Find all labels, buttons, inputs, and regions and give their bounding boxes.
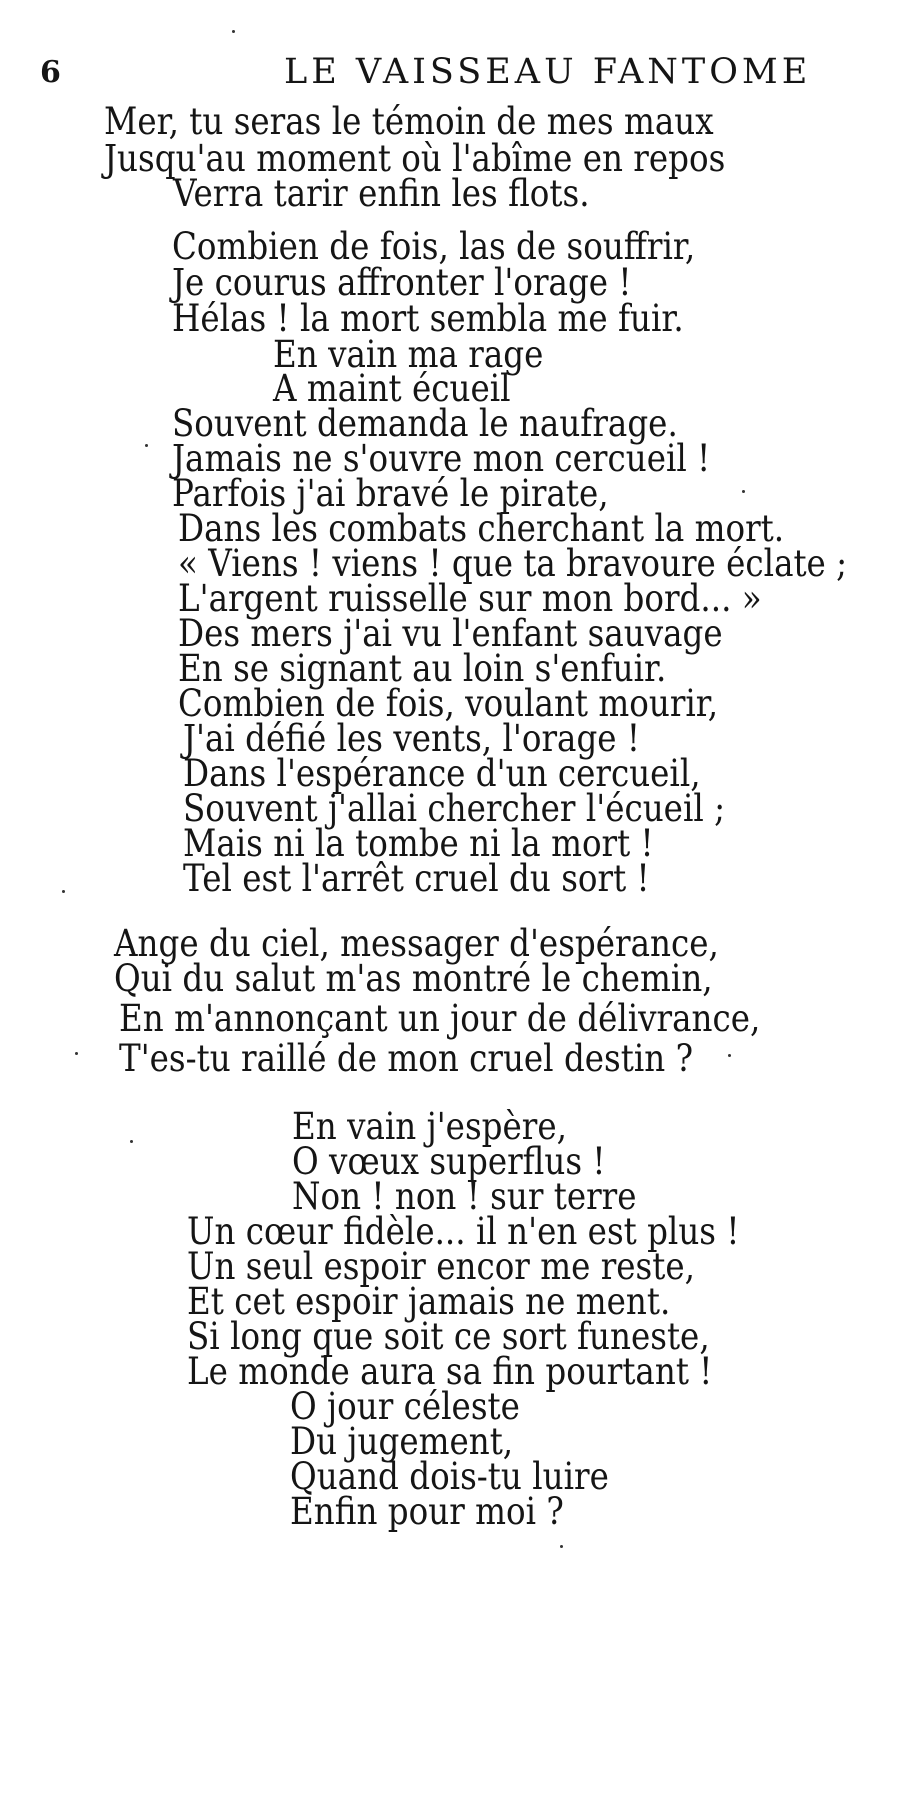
verse-line: Des mers j'ai vu l'enfant sauvage [178,612,723,655]
verse-line: Verra tarir enfin les flots. [173,172,590,215]
verse-line: T'es-tu raillé de mon cruel destin ? [119,1037,694,1080]
verse-line: Combien de fois, voulant mourir, [178,682,719,725]
scan-speck [232,30,235,33]
verse-line: En vain ma rage [273,333,544,376]
verse-line: Qui du salut m'as montré le chemin, [114,957,713,1000]
verse-line: Combien de fois, las de souffrir, [172,225,696,268]
verse-line: L'argent ruisselle sur mon bord... » [178,577,762,620]
verse-line: Souvent demanda le naufrage. [172,402,678,445]
verse-line: Jamais ne s'ouvre mon cercueil ! [172,437,711,480]
verse-line: En m'annonçant un jour de délivrance, [119,997,761,1040]
verse-line: Ange du ciel, messager d'espérance, [114,922,719,965]
verse-line: O jour céleste [290,1385,520,1428]
verse-line: Du jugement, [290,1420,514,1463]
verse-line: Et cet espoir jamais ne ment. [187,1280,671,1323]
scan-speck [145,444,148,447]
verse-line: Parfois j'ai bravé le pirate, [172,472,609,515]
verse-line: Un cœur fidèle... il n'en est plus ! [187,1210,740,1253]
verse-line: Jusqu'au moment où l'abîme en repos [104,137,726,180]
verse-line: J'ai défié les vents, l'orage ! [183,717,640,760]
running-title: LE VAISSEAU FANTOME [284,52,812,92]
verse-line: O vœux superflus ! [292,1140,606,1183]
scan-speck [560,1545,563,1548]
scan-speck [130,1140,133,1143]
scan-speck [728,1054,731,1057]
verse-line: « Viens ! viens ! que ta bravoure éclate ; [178,542,848,585]
verse-line: Souvent j'allai chercher l'écueil ; [183,787,726,830]
page-number: 6 [40,55,61,90]
scan-speck [75,1052,78,1055]
verse-line: Non ! non ! sur terre [292,1175,637,1218]
verse-line: Hélas ! la mort sembla me fuir. [172,297,684,340]
verse-line: Enfin pour moi ? [290,1490,564,1533]
verse-line: Tel est l'arrêt cruel du sort ! [183,857,650,900]
verse-line: Un seul espoir encor me reste, [187,1245,695,1288]
verse-line: En se signant au loin s'enfuir. [178,647,667,690]
scan-speck [62,890,65,893]
verse-line: Quand dois-tu luire [290,1455,609,1498]
verse-line: Si long que soit ce sort funeste, [187,1315,710,1358]
verse-line: Mais ni la tombe ni la mort ! [183,822,654,865]
verse-line: Dans l'espérance d'un cercueil, [183,752,701,795]
verse-line: Je courus affronter l'orage ! [172,261,632,304]
verse-line: A maint écueil [273,367,511,410]
scan-speck [742,490,745,493]
verse-line: Mer, tu seras le témoin de mes maux [104,100,714,143]
verse-line: Dans les combats cherchant la mort. [178,507,785,550]
verse-line: En vain j'espère, [292,1105,567,1148]
verse-line: Le monde aura sa fin pourtant ! [187,1350,713,1393]
